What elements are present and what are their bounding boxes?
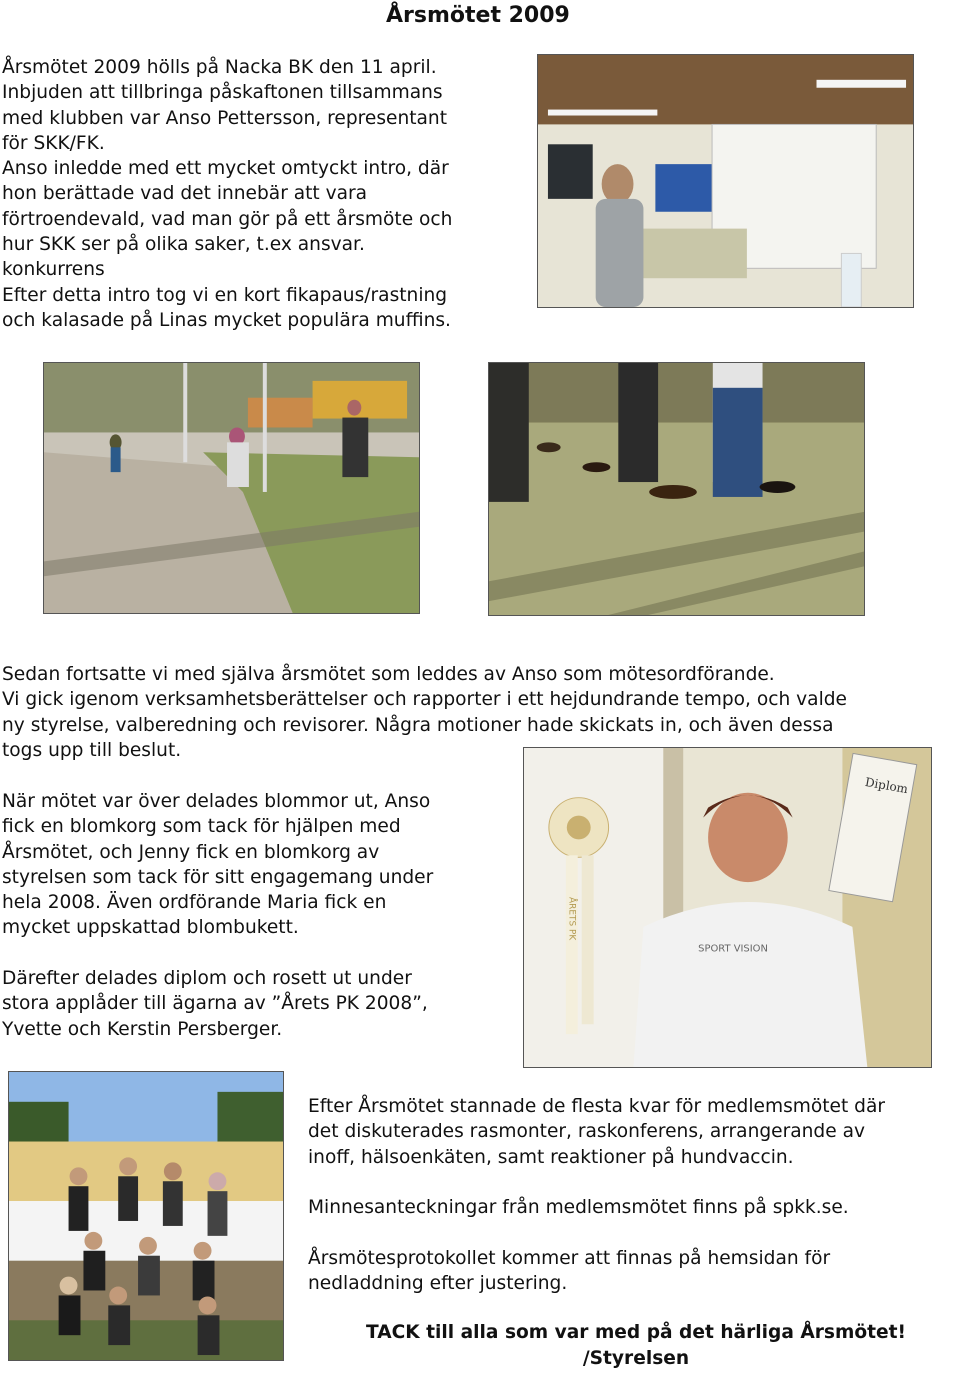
flowers-line: mycket uppskattad blombukett. <box>2 917 299 939</box>
intro-line: hur SKK ser på olika saker, t.ex ansvar. <box>2 234 365 256</box>
classroom-photo <box>537 54 914 308</box>
meeting-line: Vi gick igenom verksamhetsberättelser och rapporter i ett hejdundrande tempo, och valde <box>2 689 847 711</box>
diploma-line: Därefter delades diplom och rosett ut under <box>2 968 412 989</box>
intro-line: för SKK/FK. <box>2 132 105 154</box>
diploma-winner-photo <box>523 747 932 1068</box>
intro-line: Inbjuden att tillbringa påskaftonen tillsammans <box>2 82 443 104</box>
meeting-line: ny styrelse, valberedning och revisorer. Några motioner hade skickats in, och även dessa <box>2 714 834 736</box>
dog-walk-grass-image <box>489 363 864 615</box>
members-meeting-line: inoff, hälsoenkäten, samt reaktioner på hundvaccin. <box>308 1146 794 1168</box>
diploma-text: Diplom <box>863 774 910 797</box>
intro-line: med klubben var Anso Pettersson, representant <box>2 107 447 129</box>
protocol-line: nedladdning efter justering. <box>308 1273 568 1295</box>
group-photo-image <box>9 1072 283 1360</box>
members-meeting-paragraph <box>308 1094 885 1170</box>
protocol-line: Årsmötesprotokollet kommer att finnas på hemsidan för <box>308 1248 831 1269</box>
diploma-winner-image <box>524 748 931 1067</box>
dog-walk-road-image <box>44 363 419 613</box>
dog-walk-road-photo <box>43 362 420 614</box>
notes-line: Minnesanteckningar från medlemsmötet finns på spkk.se. <box>308 1197 849 1218</box>
group-photo <box>8 1071 284 1361</box>
intro-line: Årsmötet 2009 hölls på Nacka BK den 11 april. <box>2 57 437 78</box>
closing-thanks: TACK till alla som var med på det härliga Årsmötet! <box>365 1322 906 1343</box>
closing-message <box>300 1320 960 1372</box>
notes-paragraph <box>308 1195 849 1220</box>
intro-line: Anso inledde med ett mycket omtyckt intro, där <box>2 158 449 180</box>
intro-line: konkurrens <box>2 259 105 281</box>
protocol-paragraph <box>308 1246 830 1297</box>
intro-paragraph <box>2 55 452 333</box>
meeting-line: togs upp till beslut. <box>2 739 182 761</box>
flowers-line: hela 2008. Även ordförande Maria fick en <box>2 892 387 914</box>
members-meeting-line: Efter Årsmötet stannade de flesta kvar för medlemsmötet där <box>308 1096 886 1117</box>
intro-line: och kalasade på Linas mycket populära muffins. <box>2 309 451 331</box>
flowers-paragraph <box>2 789 433 941</box>
rosette-text: ÅRETS PK <box>566 897 577 941</box>
diploma-line: stora applåder till ägarna av ”Årets PK 2008”, <box>2 993 428 1015</box>
intro-line: Efter detta intro tog vi en kort fikapaus/rastning <box>2 284 448 306</box>
dog-walk-grass-photo <box>488 362 865 616</box>
classroom-photo-image <box>538 55 913 307</box>
intro-line: hon berättade vad det innebär att vara <box>2 183 368 205</box>
shirt-text: SPORT VISION <box>698 943 768 955</box>
intro-line: förtroendevald, vad man gör på ett årsmöte och <box>2 208 453 230</box>
page-title: Årsmötet 2009 <box>386 3 570 28</box>
closing-signature: /Styrelsen <box>582 1348 690 1369</box>
flowers-line: Årsmötet, och Jenny fick en blomkorg av <box>2 841 380 863</box>
meeting-line: Sedan fortsatte vi med själva årsmötet som leddes av Anso som mötesordförande. <box>2 664 775 685</box>
flowers-line: styrelsen som tack för sitt engagemang under <box>2 866 434 888</box>
diploma-line: Yvette och Kerstin Persberger. <box>2 1018 283 1040</box>
flowers-line: När mötet var över delades blommor ut, Anso <box>2 791 431 812</box>
members-meeting-line: det diskuterades rasmonter, raskonferens, arrangerande av <box>308 1121 865 1143</box>
flowers-line: fick en blomkorg som tack för hjälpen med <box>2 816 401 838</box>
diploma-paragraph <box>2 966 428 1042</box>
